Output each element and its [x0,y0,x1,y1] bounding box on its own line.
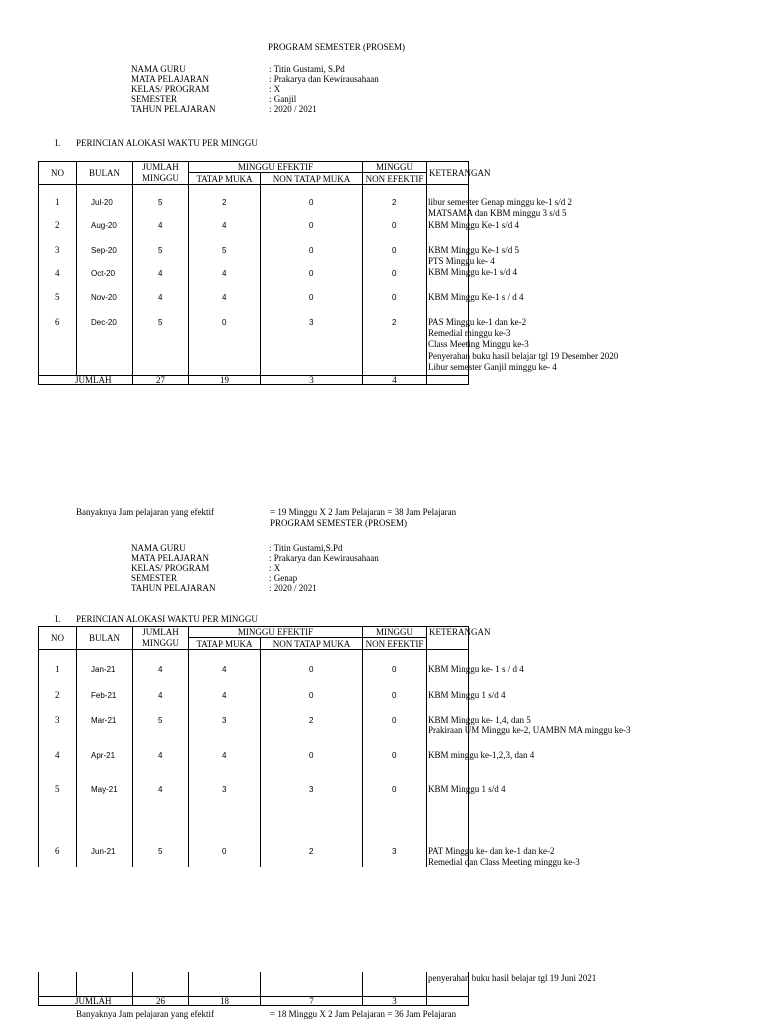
sem1-info-block [131,64,431,114]
header-non-tatap-muka: NON TATAP MUKA [261,173,363,185]
total-keterangan [427,996,469,1005]
total-jumlah: 27 [133,376,189,385]
sem1-body [39,185,469,376]
header-jumlah-minggu: JUMLAH MINGGU [133,162,189,185]
col-keterangan: libur semester Genap minggu ke-1 s/d 2 MATSAMA dan KBM minggu 3 s/d 5 KBM Minggu Ke-1 s/d 4 KBM Minggu Ke-1 s/d 5 PTS Minggu ke- 4 KBM Minggu ke-1 s/d 4 KBM Minggu Ke-1 s / d 4 PAS Minggu ke-1 dan ke-2 Remedial minggu ke-3 Class Meeting Minggu ke-3 Penyerahan buku hasil belajar tgl 19 Desember 2020 Libur semester Ganjil minggu ke- 4 [427,185,469,376]
info-value: : Titin Gustami, S.Pd [269,64,345,74]
sem2-info-block [131,543,431,593]
total-nonefektif: 3 [363,996,427,1005]
sem1-section-number: I. [55,138,61,148]
header-non-tatap-muka: NON TATAP MUKA [261,638,363,650]
info-value: : Titin Gustami,S.Pd [269,543,343,553]
info-label: MATA PELAJARAN [131,553,210,563]
header-minggu: MINGGU [363,627,427,638]
header-non-efektif: NON EFEKTIF [363,638,427,650]
header-keterangan: KETERANGAN [427,162,469,185]
cont-nonefektif [363,972,427,996]
sem1-summary-label: Banyaknya Jam pelajaran yang efektif [76,507,214,517]
info-value: : Genap [269,573,298,583]
col-jumlah: 5 4 5 4 4 5 [133,185,189,376]
info-value: : Prakarya dan Kewirausahaan [269,553,379,563]
header-minggu-efektif: MINGGU EFEKTIF [189,162,363,173]
info-value: : 2020 / 2021 [269,104,317,114]
sem2-section-number: I. [55,614,61,624]
header-keterangan: KETERANGAN [427,627,469,650]
info-label: TAHUN PELAJARAN [131,583,216,593]
sem2-body [39,650,469,867]
total-keterangan [427,376,469,385]
sem2-table [38,626,631,868]
header-no: NO [39,627,77,650]
info-label: NAMA GURU [131,64,186,74]
col-nonefektif: 0 0 0 0 0 3 [363,650,427,867]
total-jumlah: 26 [133,996,189,1005]
header-no: NO [39,162,77,185]
info-label: TAHUN PELAJARAN [131,104,216,114]
info-label: SEMESTER [131,573,178,583]
total-label: JUMLAH [39,376,133,385]
sem2-summary-label: Banyaknya Jam pelajaran yang efektif [76,1009,214,1019]
info-label: NAMA GURU [131,543,186,553]
header-bulan: BULAN [77,627,133,650]
col-nontatap: 0 0 0 0 0 3 [261,185,363,376]
total-nontatap: 7 [261,996,363,1005]
col-tatap: 2 4 5 4 4 0 [189,185,261,376]
info-value: : 2020 / 2021 [269,583,317,593]
header-bulan: BULAN [77,162,133,185]
sem2-summary-value: = 18 Minggu X 2 Jam Pelajaran = 36 Jam Pelajaran [270,1009,457,1019]
cont-tatap [189,972,261,996]
info-label: MATA PELAJARAN [131,74,210,84]
col-keterangan: KBM Minggu ke- 1 s / d 4 KBM Minggu 1 s/d 4 KBM Minggu ke- 1,4, dan 5 Prakiraan UM Minggu ke-2, UAMBN MA minggu ke-3 KBM minggu ke-1,2,3, dan 4 KBM Minggu 1 s/d 4 PAT Minggu ke- dan ke-1 dan ke-2 Remedial dan Class Meeting minggu ke-3 [427,650,469,867]
col-no: 1 2 3 4 5 6 [39,185,77,376]
total-nontatap: 3 [261,376,363,385]
cont-no [39,972,77,996]
col-no: 1 2 3 4 5 6 [39,650,77,867]
col-bulan: Jul-20 Aug-20 Sep-20 Oct-20 Nov-20 Dec-20 [77,185,133,376]
info-value: : Ganjil [269,94,297,104]
sem1-summary-value: = 19 Minggu X 2 Jam Pelajaran = 38 Jam Pelajaran [270,507,457,517]
sem1-title: PROGRAM SEMESTER (PROSEM) [268,42,406,52]
sem2-total-row [39,996,469,1005]
col-bulan: Jan-21 Feb-21 Mar-21 Apr-21 May-21 Jun-21 [77,650,133,867]
sem2-section-title: PERINCIAN ALOKASI WAKTU PER MINGGU [76,614,258,624]
sem1-section-title: PERINCIAN ALOKASI WAKTU PER MINGGU [76,138,258,148]
header-non-efektif: NON EFEKTIF [363,173,427,185]
total-tatap: 19 [189,376,261,385]
col-jumlah: 4 4 5 4 4 5 [133,650,189,867]
header-minggu: MINGGU [363,162,427,173]
info-label: KELAS/ PROGRAM [131,84,210,94]
sem1-table [38,161,619,386]
sem2-continued-row [39,972,469,996]
header-tatap-muka: TATAP MUKA [189,173,261,185]
header-minggu-efektif: MINGGU EFEKTIF [189,627,363,638]
total-tatap: 18 [189,996,261,1005]
cont-keterangan: penyerahan buku hasil belajar tgl 19 Juni 2021 [427,972,469,996]
col-nontatap: 0 0 2 0 3 2 [261,650,363,867]
sem1-total-row [39,376,469,385]
total-label: JUMLAH [39,996,133,1005]
info-label: SEMESTER [131,94,178,104]
total-nonefektif: 4 [363,376,427,385]
info-value: : X [269,563,281,573]
info-value: : Prakarya dan Kewirausahaan [269,74,379,84]
sem2-table-continued [38,972,597,1006]
info-value: : X [269,84,281,94]
col-tatap: 4 4 3 4 3 0 [189,650,261,867]
col-nonefektif: 2 0 0 0 0 2 [363,185,427,376]
cont-jumlah [133,972,189,996]
info-label: KELAS/ PROGRAM [131,563,210,573]
cont-nontatap [261,972,363,996]
cont-bulan [77,972,133,996]
sem2-title: PROGRAM SEMESTER (PROSEM) [270,518,408,528]
header-jumlah-minggu: JUMLAH MINGGU [133,627,189,650]
header-tatap-muka: TATAP MUKA [189,638,261,650]
